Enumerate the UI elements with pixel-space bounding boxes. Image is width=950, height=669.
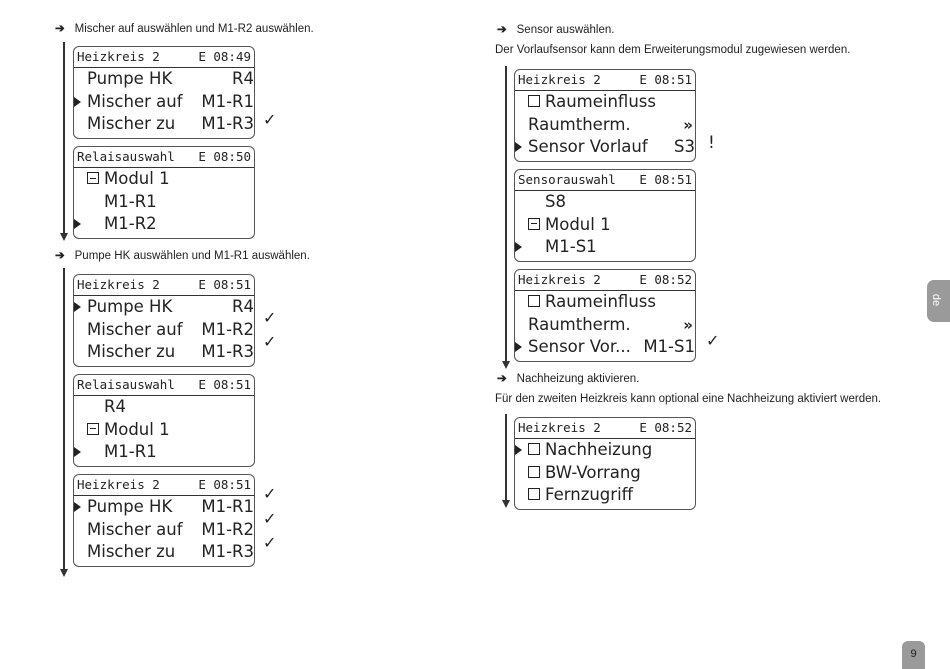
flow-line: [63, 268, 65, 570]
checkbox-icon: [528, 295, 540, 307]
cursor-icon: [74, 97, 81, 107]
flow-line: [505, 414, 507, 502]
checkbox-icon: [528, 488, 540, 500]
submenu-icon: »: [683, 315, 693, 334]
display-title: Relaisauswahl: [77, 377, 175, 392]
display-time: E 08:49: [198, 49, 251, 64]
display-time: E 08:52: [639, 272, 692, 287]
language-tab: [927, 280, 950, 322]
instruction-3: [497, 22, 614, 36]
checkmark-icon: ✓: [263, 308, 277, 327]
display-relaisauswahl: [73, 374, 255, 467]
display-heizkreis-2: [514, 69, 696, 162]
checkmark-icon: ✓: [263, 332, 277, 351]
menu-value: M1-R3: [201, 114, 254, 133]
display-title: Relaisauswahl: [77, 149, 175, 164]
menu-label: BW-Vorrang: [545, 462, 641, 482]
menu-label: S8: [545, 192, 566, 211]
menu-label: Raumtherm.: [528, 314, 631, 334]
menu-label: Sensor Vor...: [528, 337, 631, 356]
display-sensorauswahl: [514, 169, 696, 262]
menu-label: Mischer auf: [87, 319, 183, 339]
menu-label: Mischer auf: [87, 519, 183, 539]
menu-label: Pumpe HK: [87, 297, 173, 316]
menu-label: Modul 1: [545, 214, 611, 234]
instruction-1: [55, 21, 314, 35]
checkmark-icon: ✓: [263, 484, 277, 503]
paragraph: Für den zweiten Heizkreis kann optional eine Nachheizung aktiviert werden.: [495, 393, 882, 405]
checkmark-icon: ✓: [263, 509, 277, 528]
flow-arrowhead: [60, 569, 68, 577]
display-heizkreis-2: [73, 46, 255, 139]
display-title: Heizkreis 2: [518, 72, 601, 87]
menu-label: Mischer zu: [87, 342, 176, 361]
instruction-text: Sensor auswählen.: [516, 24, 615, 36]
display-title: Heizkreis 2: [518, 420, 601, 435]
checkmark-icon: ✓: [263, 533, 277, 552]
menu-label: R4: [104, 397, 126, 416]
menu-value: M1-R3: [201, 542, 254, 561]
menu-value: R4: [232, 69, 254, 88]
display-time: E 08:52: [639, 420, 692, 435]
menu-label: Sensor Vorlauf: [528, 137, 648, 156]
arrow-right-icon: ➔: [55, 23, 65, 35]
menu-value: M1-R3: [201, 342, 254, 361]
menu-label: M1-R1: [104, 442, 157, 461]
menu-label: Mischer zu: [87, 542, 176, 561]
menu-label: Modul 1: [104, 169, 170, 188]
cursor-icon: [74, 502, 81, 512]
cursor-icon: [515, 242, 522, 252]
menu-label: Mischer auf: [87, 91, 183, 111]
instruction-text: Pumpe HK auswählen und M1-R1 auswählen.: [74, 250, 310, 262]
checkbox-icon: [528, 443, 540, 455]
display-title: Heizkreis 2: [77, 49, 160, 64]
cursor-icon: [515, 342, 522, 352]
display-heizkreis-2: [73, 474, 255, 567]
display-title: Heizkreis 2: [77, 277, 160, 292]
checkbox-icon: [528, 466, 540, 478]
instruction-2: [55, 248, 310, 262]
menu-label: Raumeinfluss: [545, 92, 656, 111]
arrow-right-icon: ➔: [55, 250, 65, 262]
display-time: E 08:51: [198, 277, 251, 292]
menu-label: Raumtherm.: [528, 114, 631, 134]
menu-label: Fernzugriff: [545, 485, 634, 504]
menu-value: M1-S1: [643, 337, 695, 356]
checkmark-icon: ✓: [263, 110, 277, 129]
menu-value: M1-R2: [201, 319, 254, 339]
menu-label: Modul 1: [104, 419, 170, 439]
menu-label: Raumeinfluss: [545, 292, 656, 311]
display-title: Sensorauswahl: [518, 172, 616, 187]
checkmark-icon: ✓: [706, 331, 720, 350]
page-number: 9: [902, 641, 925, 669]
language-label: de: [930, 293, 943, 307]
arrow-right-icon: ➔: [497, 24, 507, 36]
menu-label: M1-R2: [104, 214, 157, 233]
cursor-icon: [74, 219, 81, 229]
checkbox-icon: [528, 95, 540, 107]
menu-label: M1-R1: [104, 191, 157, 211]
menu-label: Mischer zu: [87, 114, 176, 133]
menu-value: M1-R2: [201, 519, 254, 539]
collapse-icon: [87, 172, 99, 184]
collapse-icon: [528, 218, 540, 230]
menu-value: M1-R1: [201, 497, 254, 516]
cursor-icon: [515, 445, 522, 455]
display-title: Heizkreis 2: [518, 272, 601, 287]
menu-label: Nachheizung: [545, 440, 653, 459]
submenu-icon: »: [683, 115, 693, 134]
collapse-icon: [87, 423, 99, 435]
menu-label: Pumpe HK: [87, 69, 173, 88]
display-heizkreis-2: [73, 274, 255, 367]
instruction-text: Nachheizung aktivieren.: [516, 373, 640, 385]
display-time: E 08:51: [198, 377, 251, 392]
menu-label: M1-S1: [545, 237, 597, 256]
display-time: E 08:50: [198, 149, 251, 164]
flow-arrowhead: [502, 361, 510, 369]
cursor-icon: [74, 302, 81, 312]
flow-line: [63, 42, 65, 235]
cursor-icon: [74, 447, 81, 457]
display-time: E 08:51: [198, 477, 251, 492]
exclamation-mark: !: [708, 133, 715, 153]
display-heizkreis-2: [514, 269, 696, 362]
arrow-right-icon: ➔: [497, 373, 507, 385]
paragraph: Der Vorlaufsensor kann dem Erweiterungsmodul zugewiesen werden.: [495, 44, 851, 56]
menu-value: R4: [232, 297, 254, 316]
menu-value: M1-R1: [201, 91, 254, 111]
display-time: E 08:51: [639, 72, 692, 87]
menu-value: S3: [674, 137, 695, 156]
flow-arrowhead: [60, 233, 68, 241]
flow-arrowhead: [502, 500, 510, 508]
instruction-4: [497, 371, 639, 385]
menu-label: Pumpe HK: [87, 497, 173, 516]
cursor-icon: [515, 142, 522, 152]
instruction-text: Mischer auf auswählen und M1-R2 auswählen.: [74, 23, 314, 35]
display-relaisauswahl: [73, 146, 255, 239]
display-time: E 08:51: [639, 172, 692, 187]
display-heizkreis-2: [514, 417, 696, 510]
display-title: Heizkreis 2: [77, 477, 160, 492]
flow-line: [505, 66, 507, 362]
